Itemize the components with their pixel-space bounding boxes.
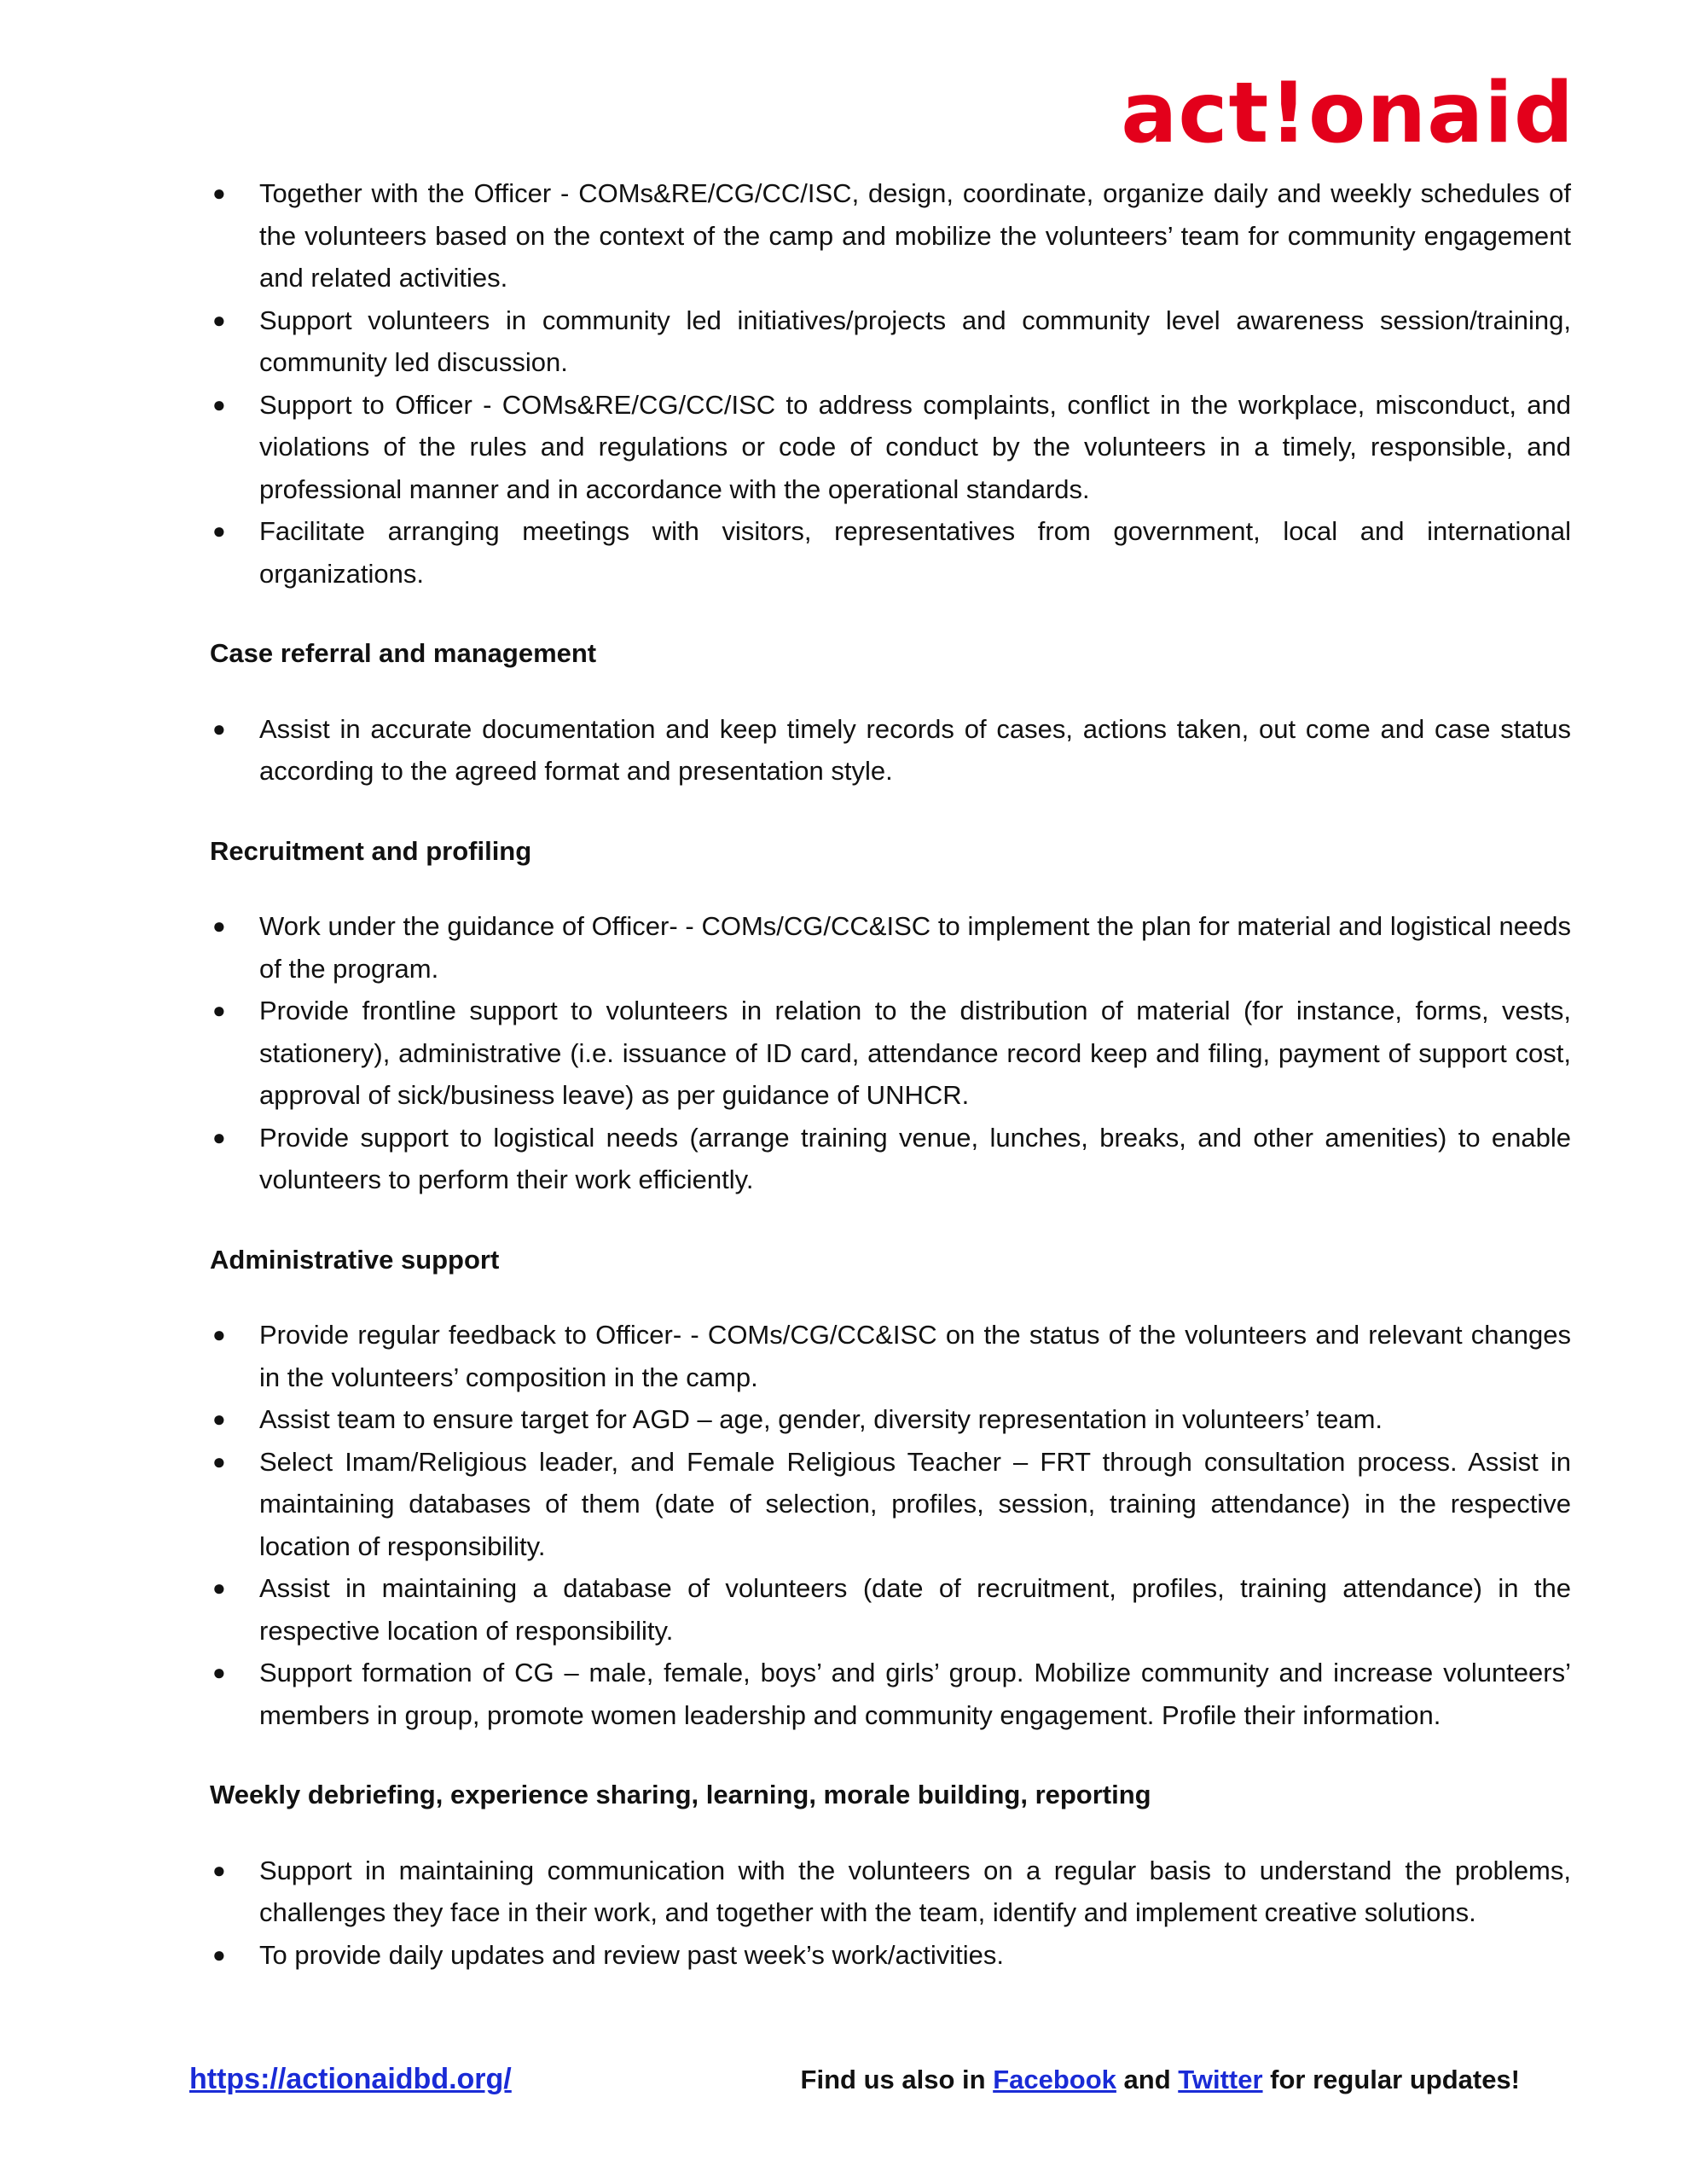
bullet-icon: ● — [212, 518, 226, 543]
bullet-icon: ● — [212, 180, 226, 206]
list-item — [210, 1850, 1571, 1934]
social-suffix-text: for regular updates! — [1262, 2065, 1520, 2094]
list-item — [210, 1117, 1571, 1201]
list-item-text: Facilitate arranging meetings with visitors, representatives from government, local and international organizations. — [259, 516, 1571, 589]
social-prefix-text: Find us also in — [800, 2065, 994, 2094]
bullet-list — [210, 172, 1571, 595]
bullet-icon: ● — [212, 1659, 226, 1685]
list-item — [210, 172, 1571, 299]
list-item-text: Work under the guidance of Officer- - COMs/CG/CC&ISC to implement the plan for material and logistical needs of the program. — [259, 911, 1571, 984]
bullet-icon: ● — [212, 997, 226, 1023]
list-item-text: Support to Officer - COMs&RE/CG/CC/ISC to address complaints, conflict in the workplace, misconduct, and violations of the rules and regulations or code of conduct by the volunteers in a timely, responsible, and professional manner and in accordance with the operational standards. — [259, 389, 1571, 504]
list-item-text: Provide regular feedback to Officer- - COMs/CG/CC&ISC on the status of the volunteers and relevant changes in the volunteers’ composition in the camp. — [259, 1320, 1571, 1392]
section-heading: Weekly debriefing, experience sharing, learning, morale building, reporting — [210, 1780, 1151, 1809]
list-item-text: To provide daily updates and review past week’s work/activities. — [259, 1939, 1005, 1970]
list-item — [210, 990, 1571, 1117]
bullet-icon: ● — [212, 1406, 226, 1432]
bullet-list — [210, 905, 1571, 1201]
document-body — [210, 172, 1571, 1976]
list-item — [210, 510, 1571, 595]
facebook-link[interactable]: Facebook — [993, 2065, 1116, 2094]
social-line — [801, 2065, 1520, 2095]
list-item — [210, 1398, 1571, 1441]
bullet-icon: ● — [212, 1856, 226, 1883]
bullet-icon: ● — [212, 1941, 226, 1967]
list-item-text: Provide frontline support to volunteers in relation to the distribution of material (for instance, forms, vests, stationery), administrative (i.e. issuance of ID card, attendance record keep and filing, payment of support cost, approval of sick/business leave) as per guidance of UNHCR. — [259, 996, 1571, 1110]
bullet-icon: ● — [212, 1321, 226, 1347]
list-item-text: Assist team to ensure target for AGD – age, gender, diversity representation in volunteers’ team. — [259, 1404, 1383, 1434]
bullet-icon: ● — [212, 306, 226, 333]
list-item-text: Provide support to logistical needs (arrange training venue, lunches, breaks, and other amenities) to enable volunteers to perform their work efficiently. — [259, 1122, 1571, 1194]
list-item — [210, 384, 1571, 511]
bullet-icon: ● — [212, 1448, 226, 1474]
bullet-list — [210, 1314, 1571, 1736]
list-item — [210, 1441, 1571, 1568]
list-item — [210, 905, 1571, 990]
actionaid-logo: act!onaid — [1121, 65, 1574, 162]
list-item — [210, 1652, 1571, 1736]
list-item-text: Support in maintaining communication with the volunteers on a regular basis to understand the problems, challenges they face in their work, and together with the team, identify and implement creative solutions. — [259, 1855, 1571, 1927]
section-heading: Case referral and management — [210, 638, 597, 668]
bullet-list — [210, 1850, 1571, 1977]
bullet-icon: ● — [212, 715, 226, 741]
social-and-text: and — [1116, 2065, 1179, 2094]
list-item-text: Assist in accurate documentation and keep timely records of cases, actions taken, out come and case status according to the agreed format and presentation style. — [259, 713, 1571, 786]
bullet-icon: ● — [212, 913, 226, 938]
list-item — [210, 1567, 1571, 1652]
section-heading: Administrative support — [210, 1244, 500, 1275]
list-item-text: Together with the Officer - COMs&RE/CG/CC/ISC, design, coordinate, organize daily and weekly schedules of the volunteers based on the context of the camp and mobilize the volunteers’ team for community engagement and related activities. — [259, 178, 1571, 293]
bullet-icon: ● — [212, 1124, 226, 1150]
list-item-text: Assist in maintaining a database of volunteers (date of recruitment, profiles, training attendance) in the respective location of responsibility. — [259, 1573, 1571, 1646]
list-item — [210, 1934, 1571, 1977]
section-heading: Recruitment and profiling — [210, 835, 532, 866]
bullet-icon: ● — [212, 391, 226, 417]
bullet-list — [210, 708, 1571, 793]
list-item-text: Select Imam/Religious leader, and Female Religious Teacher – FRT through consultation process. Assist in maintaining databases of them (date of selection, profiles, session, training attendance) in the respective location of responsibility. — [259, 1446, 1571, 1561]
list-item — [210, 1314, 1571, 1398]
page-footer — [189, 2063, 1520, 2106]
list-item-text: Support volunteers in community led initiatives/projects and community level awareness session/training, community led discussion. — [259, 305, 1571, 377]
website-link[interactable]: https://actionaidbd.org/ — [189, 2063, 512, 2095]
twitter-link[interactable]: Twitter — [1178, 2065, 1263, 2094]
list-item-text: Support formation of CG – male, female, boys’ and girls’ group. Mobilize community and increase volunteers’ members in group, promote women leadership and community engagement. Profile their information. — [259, 1658, 1571, 1730]
list-item — [210, 708, 1571, 793]
bullet-icon: ● — [212, 1575, 226, 1600]
list-item — [210, 299, 1571, 384]
